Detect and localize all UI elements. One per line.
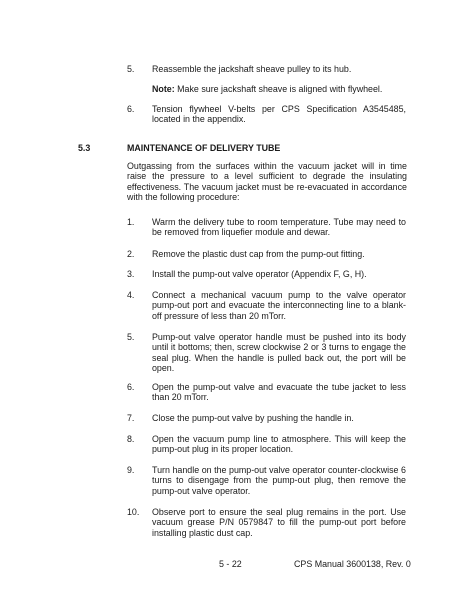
step-text: Close the pump-out valve by pushing the handle in.: [152, 413, 354, 423]
pre-step-text: Tension flywheel V-belts per CPS Specification A3545485, located in the appendix.: [152, 104, 406, 125]
note-label: Note:: [152, 84, 175, 94]
step-number: 6.: [127, 382, 135, 392]
step-text: Install the pump-out valve operator (Appendix F, G, H).: [152, 269, 367, 279]
step-text: Connect a mechanical vacuum pump to the valve operator pump-out port and evacuate the interconnecting line to a blank-off pressure of less than 20 mTorr.: [152, 290, 406, 321]
step-number: 7.: [127, 413, 135, 423]
step-text: Remove the plastic dust cap from the pump-out fitting.: [152, 249, 365, 259]
step-text: Open the pump-out valve and evacuate the tube jacket to less than 20 mTorr.: [152, 382, 406, 403]
step-text: Open the vacuum pump line to atmosphere. This will keep the pump-out plug in its proper location.: [152, 434, 406, 455]
step-number: 2.: [127, 249, 135, 259]
note: [152, 84, 412, 94]
step-number: 1.: [127, 217, 135, 227]
note-text: Make sure jackshaft sheave is aligned with flywheel.: [174, 84, 383, 94]
step-text: Observe port to ensure the seal plug remains in the port. Use vacuum grease P/N 0579847 to fill the pump-out port before installing plastic dust cap.: [152, 507, 406, 538]
section-number: 5.3: [78, 143, 91, 153]
intro-paragraph: Outgassing from the surfaces within the vacuum jacket will in time raise the pressure to a level sufficient to degrade the insulating effectiveness. The vacuum jacket must be re-evacuated in accordance with the following procedure:: [127, 161, 407, 203]
step-number: 9.: [127, 465, 135, 475]
pre-step-number: 6.: [127, 104, 135, 114]
manual-reference: CPS Manual 3600138, Rev. 0: [294, 559, 411, 569]
step-text: Warm the delivery tube to room temperature. Tube may need to be removed from liquefier module and dewar.: [152, 217, 406, 238]
step-text: Pump-out valve operator handle must be pushed into its body until it bottoms; then, screw clockwise 2 or 3 turns to engage the seal plug. When the handle is pulled back out, the port will be open.: [152, 332, 406, 374]
page-number: 5 - 22: [219, 559, 242, 569]
step-number: 8.: [127, 434, 135, 444]
step-text: Turn handle on the pump-out valve operator counter-clockwise 6 turns to disengage from the pump-out plug, then remove the pump-out valve operator.: [152, 465, 406, 496]
section-title: MAINTENANCE OF DELIVERY TUBE: [127, 143, 281, 153]
step-number: 5.: [127, 332, 135, 342]
pre-step-text: Reassemble the jackshaft sheave pulley to its hub.: [152, 64, 352, 74]
step-number: 4.: [127, 290, 135, 300]
step-number: 3.: [127, 269, 135, 279]
pre-step-number: 5.: [127, 64, 135, 74]
step-number: 10.: [127, 507, 140, 517]
